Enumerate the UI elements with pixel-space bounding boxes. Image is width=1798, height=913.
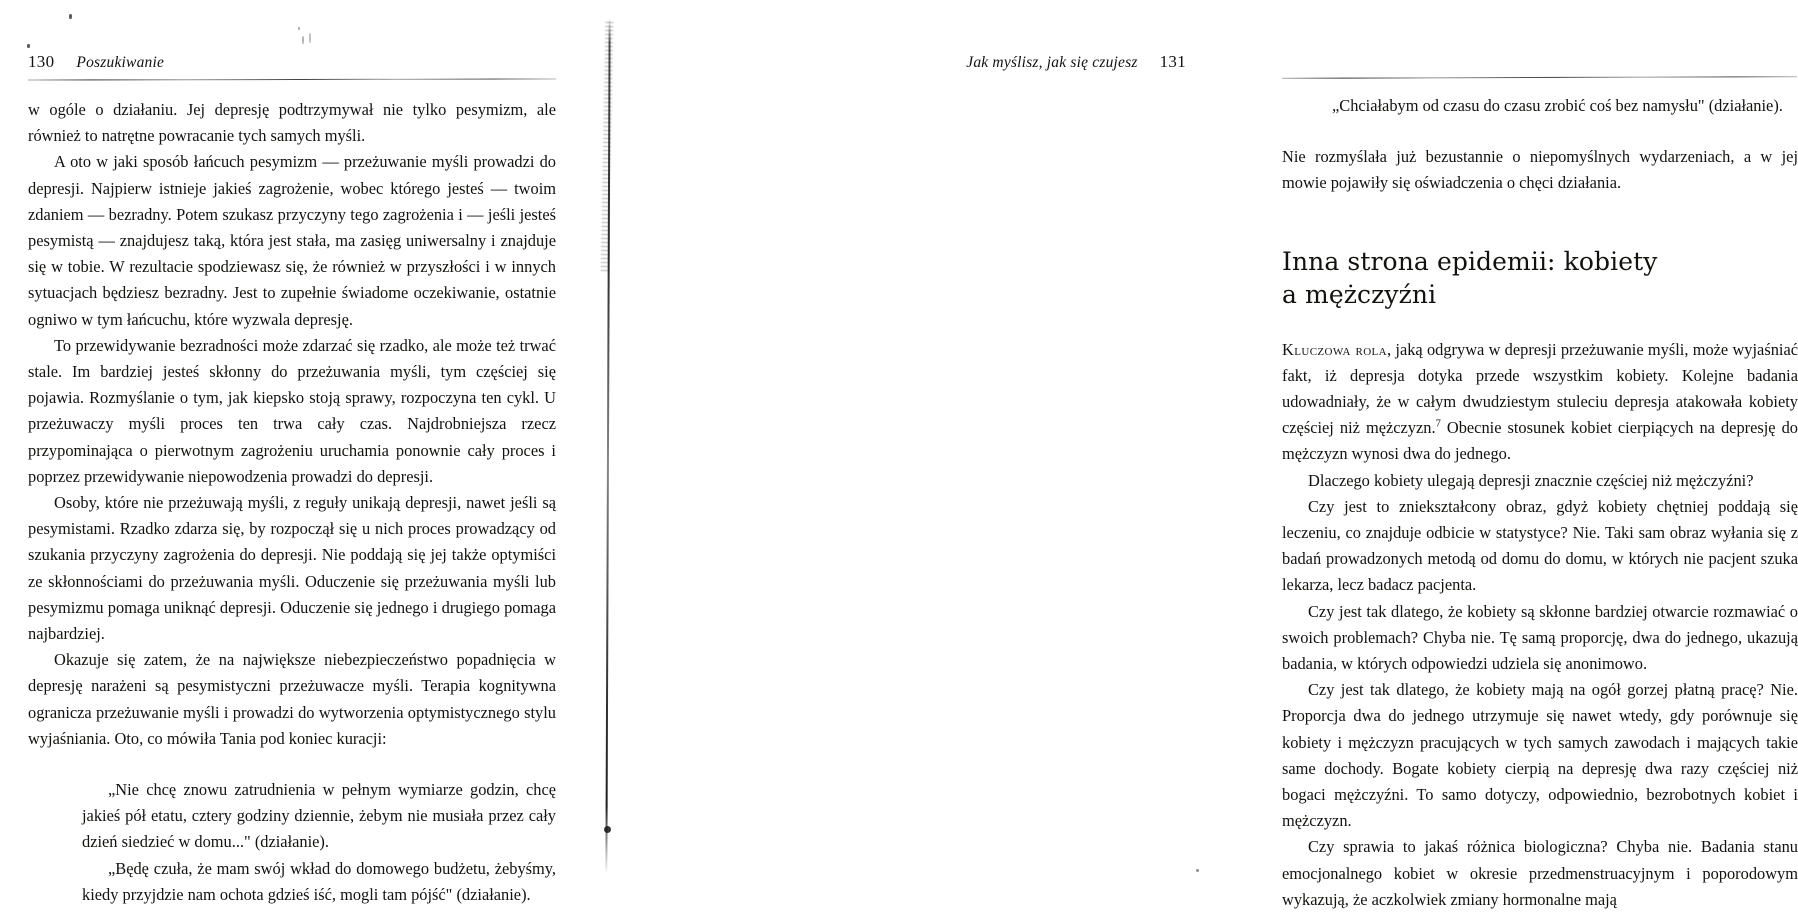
quote-paragraph: „Nie chcę znowu zatrudnienia w pełnym wymiarze godzin, chcę jakieś pół etatu, cztery godziny dziennie, żebym nie musiała przez cały dzień siedzieć w domu..." (działanie). <box>82 780 556 852</box>
paragraph: Czy jest tak dlatego, że kobiety są skłonne bardziej otwarcie rozmawiać o swoich problemach? Chyba nie. Tę samą proporcję, dwa do jednego, ukazują badania, w których odpowiedzi udziela się anonimowo. <box>1282 601 1798 674</box>
left-page-body <box>28 97 556 908</box>
paragraph: Czy sprawia to jakaś różnica biologiczna? Chyba nie. Badania stanu emocjonalnego kobiet w okresie przedmenstruacyjnym i poporodowym wykazują, że aczkolwiek zmiany hormonalne mają <box>1282 837 1798 909</box>
paragraph: Dlaczego kobiety ulegają depresji znacznie częściej niż mężczyźni? <box>1308 470 1754 490</box>
running-title-right: Jak myślisz, jak się czujesz <box>966 54 1138 71</box>
right-page <box>612 0 1798 909</box>
running-head-left <box>28 52 164 72</box>
running-title-left: Poszukiwanie <box>76 54 165 71</box>
paragraph: Nie rozmyślała już bezustannie o niepomyślnych wydarzeniach, a w jej mowie pojawiły się oświadczenia o chęci działania. <box>1282 147 1798 193</box>
section-heading <box>1282 245 1798 311</box>
paragraph: A oto w jaki sposób łańcuch pesymizm — przeżuwanie myśli prowadzi do depresji. Najpierw istnieje jakieś zagrożenie, wobec którego jesteś — twoim zdaniem — bezradny. Potem szukasz przyczyny tego zagrożenia i — jeśli jesteś pesymistą — znajdujesz taką, która jest stała, ma zasięg uniwersalny i znajduje się w tobie. W rezultacie spodziewasz się, że również w przyszłości i w innych sytuacjach będziesz bezradny. Jest to zupełnie świadome oczekiwanie, ostatnie ogniwo w tym łańcuchu, które wyzwala depresję. <box>28 152 556 329</box>
blockquote <box>1306 93 1798 119</box>
running-head-right <box>966 52 1186 72</box>
page-number-right: 131 <box>1159 52 1186 71</box>
left-page <box>0 0 608 904</box>
paragraph-text: Obecnie stosunek kobiet cierpiących na depresję do mężczyzn wynosi dwa do jednego. <box>1282 418 1798 464</box>
section-heading-line-1: Inna strona epidemii: kobiety <box>1282 246 1658 276</box>
footnote-marker: 7 <box>1435 418 1441 430</box>
small-caps-lead: Kluczowa rola <box>1282 339 1388 359</box>
paragraph: Okazuje się zatem, że na największe niebezpieczeństwo popadnięcia w depresję narażeni są pesymistyczni przeżuwacze myśli. Terapia kognitywna ogranicza przeżuwanie myśli i prowadzi do wytworzenia optymistycznego stylu wyjaśniania. Oto, co mówiła Tania pod koniec kuracji: <box>28 650 556 748</box>
section-heading-line-2: a mężczyźni <box>1282 279 1437 309</box>
blockquote <box>82 777 556 908</box>
right-page-body <box>1282 93 1798 913</box>
paragraph-text: , jaką odgrywa w depresji przeżuwanie myśli, może wyjaśniać fakt, iż depresja dotyka przede wszystkim kobiety. Kolejne badania udowadniały, że w całym dwudziestym stuleciu depresja atakowała kobiety częściej niż mężczyzn. <box>1282 339 1798 438</box>
paragraph: To przewidywanie bezradności może zdarzać się rzadko, ale może też trwać stale. Im bardziej jesteś skłonny do przeżuwania myśli, tym częściej się pojawia. Rozmyślanie o tym, jak kiepsko stoją sprawy, rozpoczyna ten cykl. U przeżuwaczy myśli proces ten trwa cały czas. Najdrobniejsza rzecz przypominająca o pierwotnym zagrożeniu uruchamia ponownie cały proces i poprzez przewidywanie niepowodzenia prowadzi do depresji. <box>28 335 556 486</box>
paragraph: Czy jest tak dlatego, że kobiety mają na ogół gorzej płatną pracę? Nie. Proporcja dwa do jednego utrzymuje się nawet wtedy, gdy porównuje się kobiety i mężczyzn pracujących w tych samych zawodach i mających takie same dochody. Bogate kobiety cierpią na depresję dwa razy częściej niż bogaci mężczyźni. To samo dotyczy, odpowiednio, bezrobotnych kobiet i mężczyzn. <box>1282 680 1798 831</box>
paragraph-opening <box>1282 337 1798 468</box>
paragraph: w ogóle o działaniu. Jej depresję podtrzymywał nie tylko pesymizm, ale również to natrętne powracanie tych samych myśli. <box>28 100 556 146</box>
header-rule-right <box>1282 76 1797 79</box>
quote-paragraph: „Chciałabym od czasu do czasu zrobić coś bez namysłu" (działanie). <box>1332 96 1783 115</box>
page-number-left: 130 <box>28 52 55 71</box>
paragraph: Osoby, które nie przeżuwają myśli, z reguły unikają depresji, nawet jeśli są pesymistami. Rzadko zdarza się, by rozpoczął się u nich proces prowadzący od szukania przyczyny zagrożenia do depresji. Nie poddają się jej także optymiści ze skłonnościami do przeżuwania myśli. Oduczenie się przeżuwania myśli lub pesymizmu pomaga uniknąć depresji. Oduczenie się jednego i drugiego pomaga najbardziej. <box>28 493 556 644</box>
header-rule-left <box>28 78 556 80</box>
paragraph: Czy jest to zniekształcony obraz, gdyż kobiety chętniej poddają się leczeniu, co znajduje odbicie w statystyce? Nie. Taki sam obraz wyłania się z badań prowadzonych metodą od domu do domu, w których nie pacjent szuka lekarza, lecz badacz pacjenta. <box>1282 496 1798 595</box>
quote-paragraph: „Będę czuła, że mam swój wkład do domowego budżetu, żebyśmy, kiedy przyjdzie nam ochota gdzieś iść, mogli tam pójść" (działanie). <box>82 858 556 904</box>
